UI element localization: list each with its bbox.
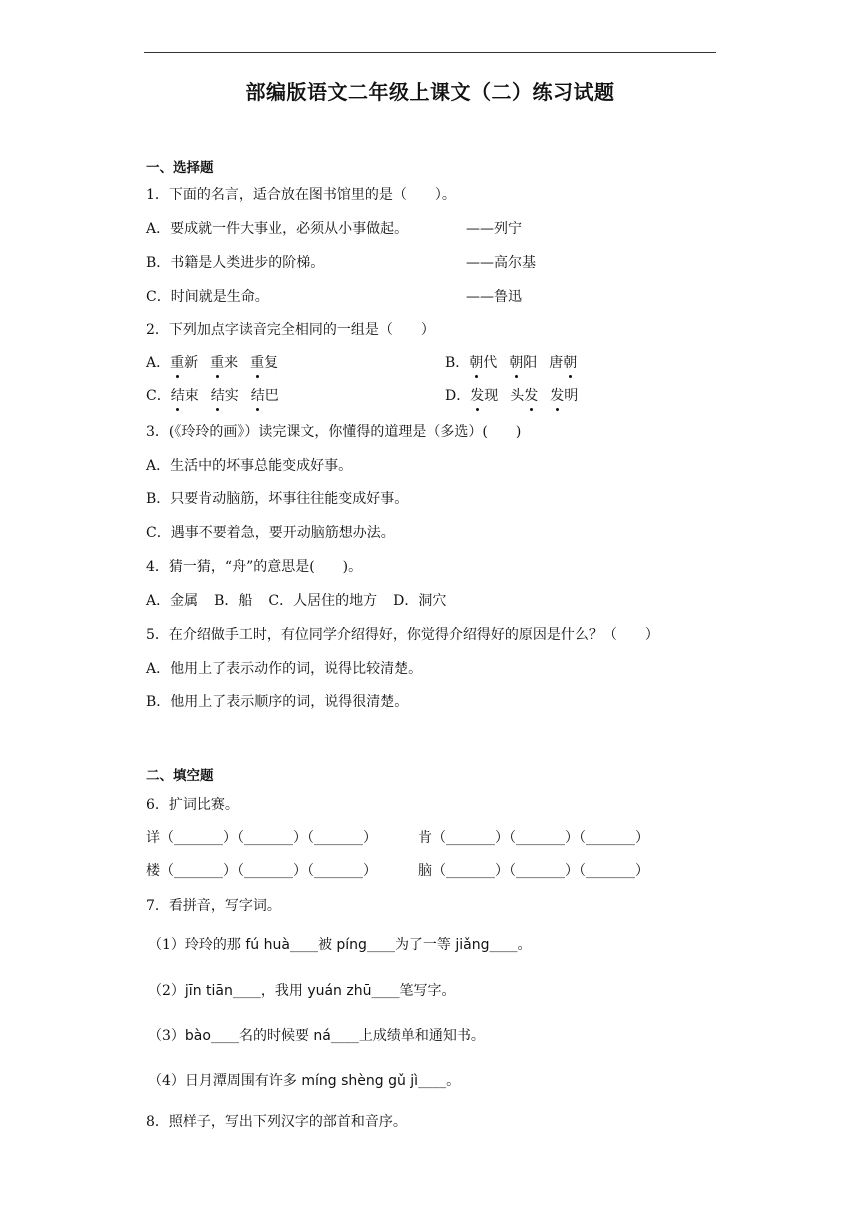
question-1-option-a-author: ——列宁 [466, 221, 522, 237]
dotted-char: 结 [210, 388, 225, 404]
option-text: A．要成就一件大事业，必须从小事做起。 [146, 221, 409, 237]
blank: ____ [489, 937, 518, 953]
dotted-char: 发 [550, 388, 565, 404]
blank: ____ [210, 1028, 239, 1044]
text: 。 [517, 937, 532, 953]
option-label: A． [146, 355, 171, 371]
word [210, 355, 238, 371]
question-7-item-2 [148, 982, 455, 1000]
char: 头 [510, 388, 525, 404]
question-1-option-a [146, 220, 408, 238]
char: 阳 [523, 355, 538, 371]
dotted-char: 发 [470, 388, 485, 404]
text: （1）玲玲的那 [148, 937, 246, 953]
question-6-row1-right: 肯（_______）（_______）（_______） [418, 830, 649, 846]
char: 巴 [264, 388, 279, 404]
dotted-char: 朝 [509, 355, 524, 371]
pinyin: fú huà [245, 937, 290, 953]
blank: ____ [330, 1028, 359, 1044]
char: 复 [264, 355, 279, 371]
text: 上成绩单和通知书。 [358, 1028, 485, 1044]
dotted-char: 朝 [563, 355, 578, 371]
word [170, 355, 198, 371]
char: 实 [224, 388, 239, 404]
text: （2） [148, 983, 185, 999]
pinyin: míng shèng gǔ jì [301, 1073, 419, 1089]
question-1-option-c-author: ——鲁迅 [466, 289, 522, 305]
question-8-stem: 8．照样子，写出下列汉字的部首和音序。 [146, 1114, 407, 1130]
option-label: B． [445, 355, 470, 371]
question-7-item-3 [148, 1027, 485, 1045]
word [211, 388, 239, 404]
text: （3） [148, 1028, 185, 1044]
pinyin: yuán zhū [307, 983, 372, 999]
char: 新 [184, 355, 199, 371]
text: ，我用 [260, 983, 308, 999]
word [470, 388, 498, 404]
question-7-item-1 [148, 936, 532, 954]
question-2-option-c [146, 387, 279, 405]
word [510, 388, 538, 404]
char: 代 [483, 355, 498, 371]
dotted-char: 朝 [469, 355, 484, 371]
question-5-option-a: A．他用上了表示动作的词，说得比较清楚。 [146, 661, 423, 677]
question-2-option-b [445, 354, 577, 372]
question-2-stem: 2．下列加点字读音完全相同的一组是（ ） [146, 322, 435, 338]
question-1-stem: 1．下面的名言，适合放在图书馆里的是（ ）。 [146, 187, 456, 203]
page-title: 部编版语文二年级上课文（二）练习试题 [245, 80, 615, 104]
question-2-option-a [146, 354, 278, 372]
char: 来 [224, 355, 239, 371]
question-5-option-b: B．他用上了表示顺序的词，说得很清楚。 [146, 694, 409, 710]
dotted-char: 结 [170, 388, 185, 404]
blank: ____ [232, 983, 261, 999]
pinyin: bào [184, 1028, 211, 1044]
dotted-char: 重 [210, 355, 225, 371]
dotted-char: 重 [250, 355, 265, 371]
section-heading-fill: 二、填空题 [146, 768, 214, 784]
blank: ____ [289, 937, 318, 953]
section-heading-choice: 一、选择题 [146, 160, 214, 176]
text: 名的时候要 [238, 1028, 314, 1044]
word [509, 355, 537, 371]
question-4-options [146, 592, 446, 610]
text: 为了一等 [394, 937, 456, 953]
char: 唐 [549, 355, 564, 371]
question-6-stem: 6．扩词比赛。 [146, 797, 239, 813]
dotted-char: 重 [170, 355, 185, 371]
char: 现 [484, 388, 499, 404]
question-1-option-c: C．时间就是生命。 [146, 289, 269, 305]
question-7-stem: 7．看拼音，写字词。 [146, 898, 281, 914]
question-4-option-c: C．人居住的地方 [268, 593, 378, 609]
pinyin: jīn tiān [184, 983, 233, 999]
question-3-option-c: C．遇事不要着急，要开动脑筋想办法。 [146, 525, 395, 541]
option-label: D． [445, 388, 471, 404]
question-4-option-a: A．金属 [146, 593, 199, 609]
header-rule [144, 52, 716, 53]
question-7-item-4 [148, 1072, 460, 1090]
word [171, 388, 199, 404]
question-3-stem: 3．(《玲玲的画》）读完课文，你懂得的道理是（多选）( ) [146, 424, 522, 440]
pinyin: ná [313, 1028, 331, 1044]
text: 被 [317, 937, 337, 953]
blank: ____ [371, 983, 400, 999]
question-5-stem: 5．在介绍做手工时，有位同学介绍得好，你觉得介绍得好的原因是什么？（ ） [146, 627, 659, 643]
question-4-option-b: B．船 [214, 593, 253, 609]
word [469, 355, 497, 371]
question-2-option-d [445, 387, 578, 405]
word [549, 355, 577, 371]
pinyin: jiǎng [455, 937, 490, 953]
question-4-stem: 4．猜一猜，“舟”的意思是( )。 [146, 559, 363, 575]
char: 束 [184, 388, 199, 404]
question-1-option-b: B．书籍是人类进步的阶梯。 [146, 255, 325, 271]
option-label: C． [146, 388, 171, 404]
blank: ____ [366, 937, 395, 953]
word [250, 355, 278, 371]
question-4-option-d: D．洞穴 [393, 593, 447, 609]
dotted-char: 结 [250, 388, 265, 404]
word [550, 388, 578, 404]
question-6-row1-left: 详（_______）（_______）（_______） [146, 830, 377, 846]
word [251, 388, 279, 404]
text: （4）日月潭周围有许多 [148, 1073, 302, 1089]
question-3-option-b: B．只要肯动脑筋，坏事往往能变成好事。 [146, 491, 409, 507]
text: 。 [446, 1073, 461, 1089]
question-6-row2-right: 脑（_______）（_______）（_______） [418, 863, 649, 879]
pinyin: píng [336, 937, 367, 953]
question-1-option-b-author: ——高尔基 [466, 255, 536, 271]
char: 明 [564, 388, 579, 404]
question-3-option-a: A．生活中的坏事总能变成好事。 [146, 458, 353, 474]
question-6-row2-left: 楼（_______）（_______）（_______） [146, 863, 377, 879]
blank: ____ [418, 1073, 447, 1089]
text: 笔写字。 [399, 983, 456, 999]
dotted-char: 发 [524, 388, 539, 404]
